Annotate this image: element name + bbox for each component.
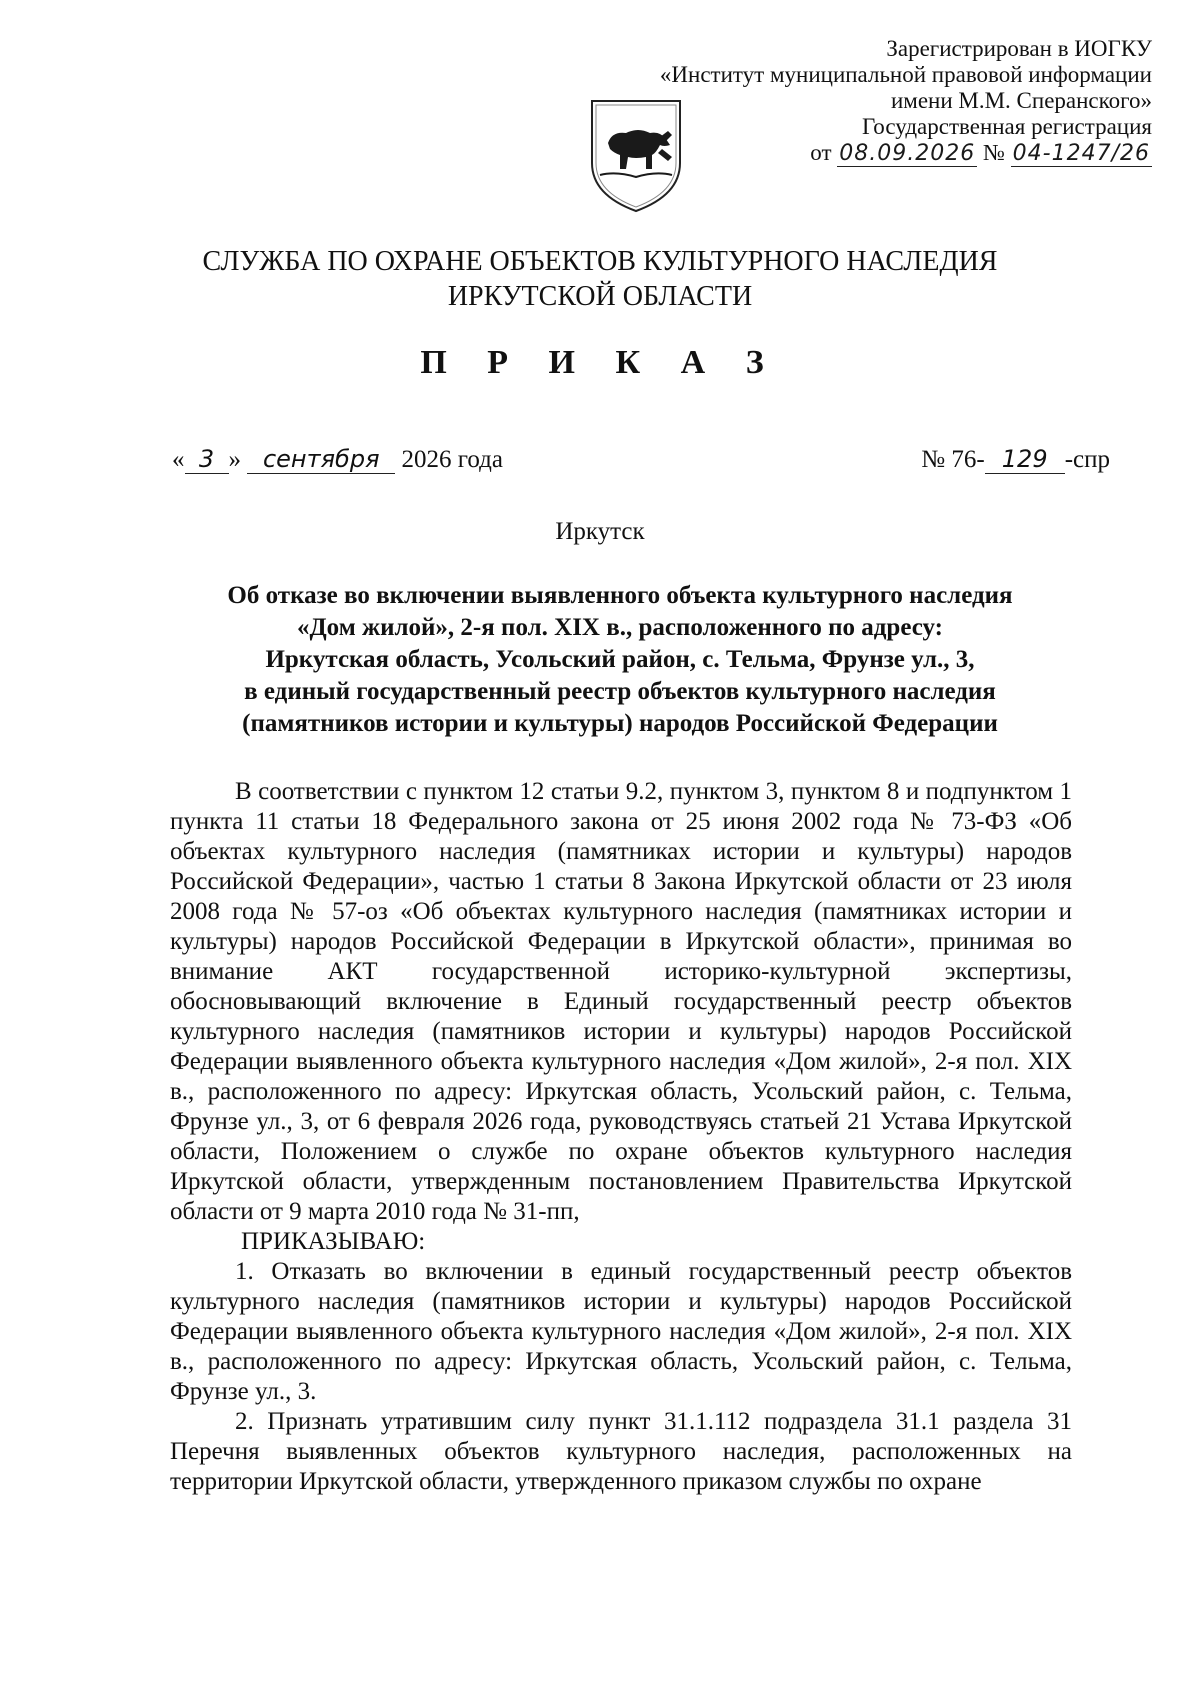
registration-number: 04-1247/26 <box>1012 141 1150 166</box>
order-date <box>172 445 503 474</box>
order-item-1: 1. Отказать во включении в единый государственный реестр объектов культурного наследия (памятников истории и культуры) народов Российской Федерации выявленного объекта культурного наследия «Дом жилой», 2-я пол. XIX в., расположенного по адресу: Иркутская область, Усольский район, с. Тельма, Фрунзе ул., 3. <box>170 1258 1072 1405</box>
order-number-value: 129 <box>985 445 1065 474</box>
registration-date: 08.09.2026 <box>839 141 976 166</box>
order-number-suffix: -спр <box>1064 446 1110 473</box>
date-close-quote: » <box>228 446 241 473</box>
organization-name <box>0 244 1200 314</box>
date-day: 3 <box>185 445 229 474</box>
registration-line-2: «Институт муниципальной правовой информации <box>659 62 1152 87</box>
order-body <box>170 777 1072 1497</box>
date-month: сентября <box>247 445 395 474</box>
organization-line-2: ИРКУТСКОЙ ОБЛАСТИ <box>447 281 753 312</box>
preamble-paragraph: В соответствии с пунктом 12 статьи 9.2, пунктом 3, пунктом 8 и подпунктом 1 пункта 11 статьи 18 Федерального закона от 25 июня 2002 года № 73-ФЗ «Об объектах культурного наследия (памятниках истории и культуры) народов Российской Федерации», частью 1 статьи 8 Закона Иркутской области от 23 июля 2008 года № 57-оз «Об объектах культурного наследия (памятниках истории и культуры) народов Российской Федерации в Иркутской области», принимая во внимание АКТ государственной историко-культурной экспертизы, обосновывающий включение в Единый государственный реестр объектов культурного наследия (памятников истории и культуры) народов Российской Федерации выявленного объекта культурного наследия «Дом жилой», 2-я пол. XIX в., расположенного по адресу: Иркутская область, Усольский район, с. Тельма, Фрунзе ул., 3, от 6 февраля 2026 года, руководствуясь статьей 21 Устава Иркутской области, Положением о службе по охране объектов культурного наследия Иркутской области, утвержденным постановлением Правительства Иркутской области от 9 марта 2010 года № 31-пп, <box>170 778 1072 1225</box>
registration-line-3: имени М.М. Сперанского» <box>890 88 1152 113</box>
heading-line-3: Иркутская область, Усольский район, с. Тельма, Фрунзе ул., 3, <box>265 646 975 673</box>
date-year: 2026 года <box>401 446 503 473</box>
order-heading <box>160 580 1080 740</box>
order-item-2: 2. Признать утратившим силу пункт 31.1.112 подраздела 31.1 раздела 31 Перечня выявленных объектов культурного наследия, расположенных на территории Иркутской области, утвержденного приказом службы по охране <box>170 1408 1072 1495</box>
date-open-quote: « <box>172 446 185 473</box>
registration-from-label: от <box>810 140 832 165</box>
order-number <box>921 445 1110 474</box>
registration-date-number-line <box>660 140 1152 167</box>
order-number-prefix: № 76- <box>921 446 985 473</box>
registration-number-label: № <box>982 140 1005 165</box>
heading-line-5: (памятников истории и культуры) народов Российской Федерации <box>242 710 998 737</box>
registration-line-1: Зарегистрирован в ИОГКУ <box>886 36 1152 61</box>
irkutsk-coat-of-arms-icon <box>586 97 686 215</box>
order-word: ПРИКАЗЫВАЮ: <box>241 1228 426 1255</box>
heading-line-4: в единый государственный реестр объектов культурного наследия <box>244 678 996 705</box>
registration-line-4: Государственная регистрация <box>862 114 1152 139</box>
registration-stamp <box>660 36 1152 167</box>
heading-line-2: «Дом жилой», 2-я пол. XIX в., расположенного по адресу: <box>296 614 944 641</box>
city: Иркутск <box>555 518 645 545</box>
heading-line-1: Об отказе во включении выявленного объекта культурного наследия <box>227 582 1013 609</box>
organization-line-1: СЛУЖБА ПО ОХРАНЕ ОБЪЕКТОВ КУЛЬТУРНОГО НАСЛЕДИЯ <box>202 246 998 277</box>
document-type-title: П Р И К А З <box>420 344 780 381</box>
